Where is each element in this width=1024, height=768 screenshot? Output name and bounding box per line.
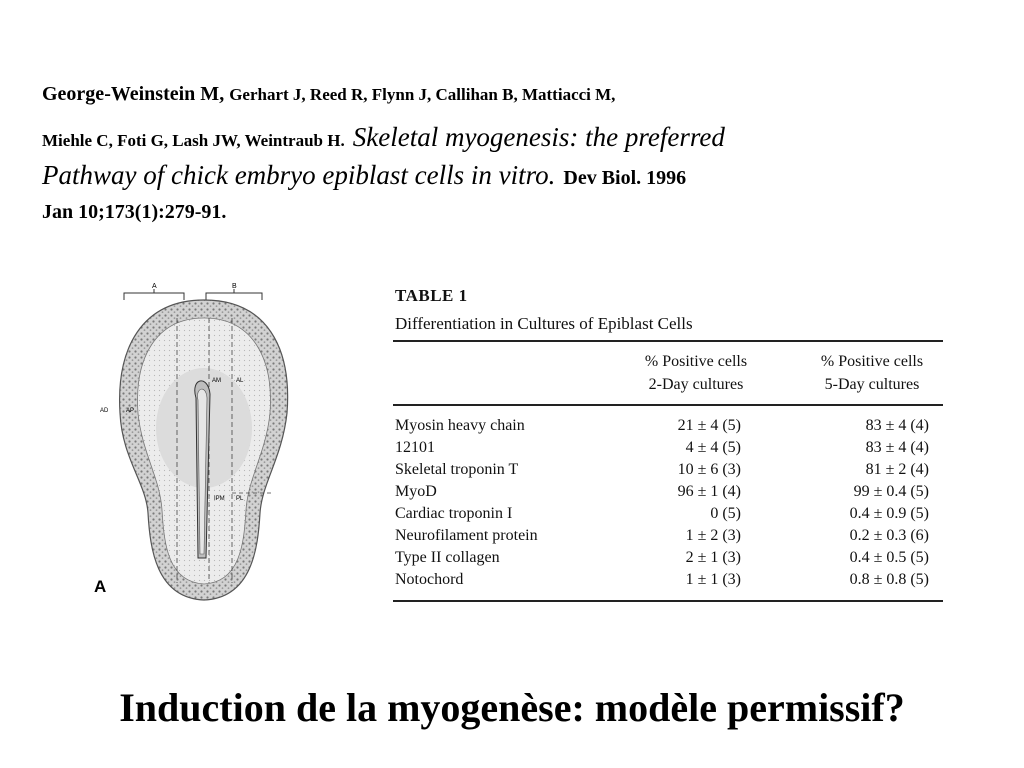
table-row (393, 459, 943, 481)
embryo-figure (92, 278, 342, 608)
row-day5: 81 ± 2 (4) (865, 461, 929, 478)
table-row (393, 547, 943, 569)
label-am: AM (212, 378, 221, 384)
row-label: 12101 (395, 439, 435, 456)
row-day5: 83 ± 4 (4) (865, 417, 929, 434)
label-a: A (152, 283, 157, 290)
row-day5: 83 ± 4 (4) (865, 439, 929, 456)
header-2day (611, 350, 781, 396)
row-label: Skeletal troponin T (395, 461, 519, 478)
article-title-2: Pathway of chick embryo epiblast cells in vitro. (42, 160, 556, 190)
slide-title: Induction de la myogenèse: modèle permissif? (119, 685, 905, 730)
table-row (393, 569, 943, 591)
label-ap: AP (126, 408, 135, 414)
table-rule-top (393, 340, 943, 342)
table-rule-header (393, 404, 943, 406)
row-label: Notochord (395, 571, 464, 588)
label-pl: PL (236, 496, 244, 502)
label-b: B (232, 283, 237, 290)
row-day2: 4 ± 4 (5) (685, 439, 741, 456)
row-day5: 0.4 ± 0.5 (5) (849, 549, 929, 566)
header-5day (801, 350, 943, 396)
table-row (393, 437, 943, 459)
row-day2: 1 ± 2 (3) (685, 527, 741, 544)
label-ipm: IPM (214, 496, 225, 502)
panel-label: A (94, 577, 107, 596)
coauthors-1: Gerhart J, Reed R, Flynn J, Callihan B, Mattiacci M, (229, 85, 616, 104)
row-day5: 0.4 ± 0.9 (5) (849, 505, 929, 522)
table-row (393, 525, 943, 547)
label-ad: AD (100, 408, 109, 414)
row-label: Cardiac troponin I (395, 505, 513, 522)
row-label: Type II collagen (395, 549, 500, 566)
citation-line-3 (42, 162, 686, 189)
row-label: MyoD (395, 483, 437, 500)
table-rule-bottom (393, 600, 943, 602)
table-title: TABLE 1 (395, 286, 468, 305)
header-2day-line2: 2-Day cultures (648, 376, 744, 393)
citation-line-4 (42, 202, 226, 222)
table-row (393, 503, 943, 525)
first-author: George-Weinstein M (42, 83, 220, 105)
table-row (393, 481, 943, 503)
row-day2: 10 ± 6 (3) (677, 461, 741, 478)
journal-1: Dev Biol. 1996 (563, 167, 687, 189)
row-day2: 21 ± 4 (5) (677, 417, 741, 434)
header-5day-line2: 5-Day cultures (824, 376, 920, 393)
journal-2: Jan 10;173(1):279-91. (42, 201, 227, 223)
row-day2: 1 ± 1 (3) (685, 571, 741, 588)
header-5day-line1: % Positive cells (820, 353, 924, 370)
table-row (393, 415, 943, 437)
coauthors-2: Miehle C, Foti G, Lash JW, Weintraub H. (42, 131, 345, 150)
header-2day-line1: % Positive cells (644, 353, 748, 370)
row-day2: 0 (5) (710, 505, 741, 522)
row-day2: 2 ± 1 (3) (685, 549, 741, 566)
row-day5: 99 ± 0.4 (5) (853, 483, 929, 500)
row-label: Myosin heavy chain (395, 417, 525, 434)
article-title-1: Skeletal myogenesis: the preferred (352, 122, 725, 152)
row-day2: 96 ± 1 (4) (677, 483, 741, 500)
label-al: AL (236, 378, 244, 384)
row-day5: 0.8 ± 0.8 (5) (849, 571, 929, 588)
table-caption: Differentiation in Cultures of Epiblast Cells (395, 314, 693, 333)
row-label: Neurofilament protein (395, 527, 538, 544)
citation-line-2 (42, 124, 725, 151)
row-day5: 0.2 ± 0.3 (6) (849, 527, 929, 544)
citation-line-1: George-Weinstein M, Gerhart J, Reed R, Flynn J, Callihan B, Mattiacci M, (42, 83, 616, 105)
